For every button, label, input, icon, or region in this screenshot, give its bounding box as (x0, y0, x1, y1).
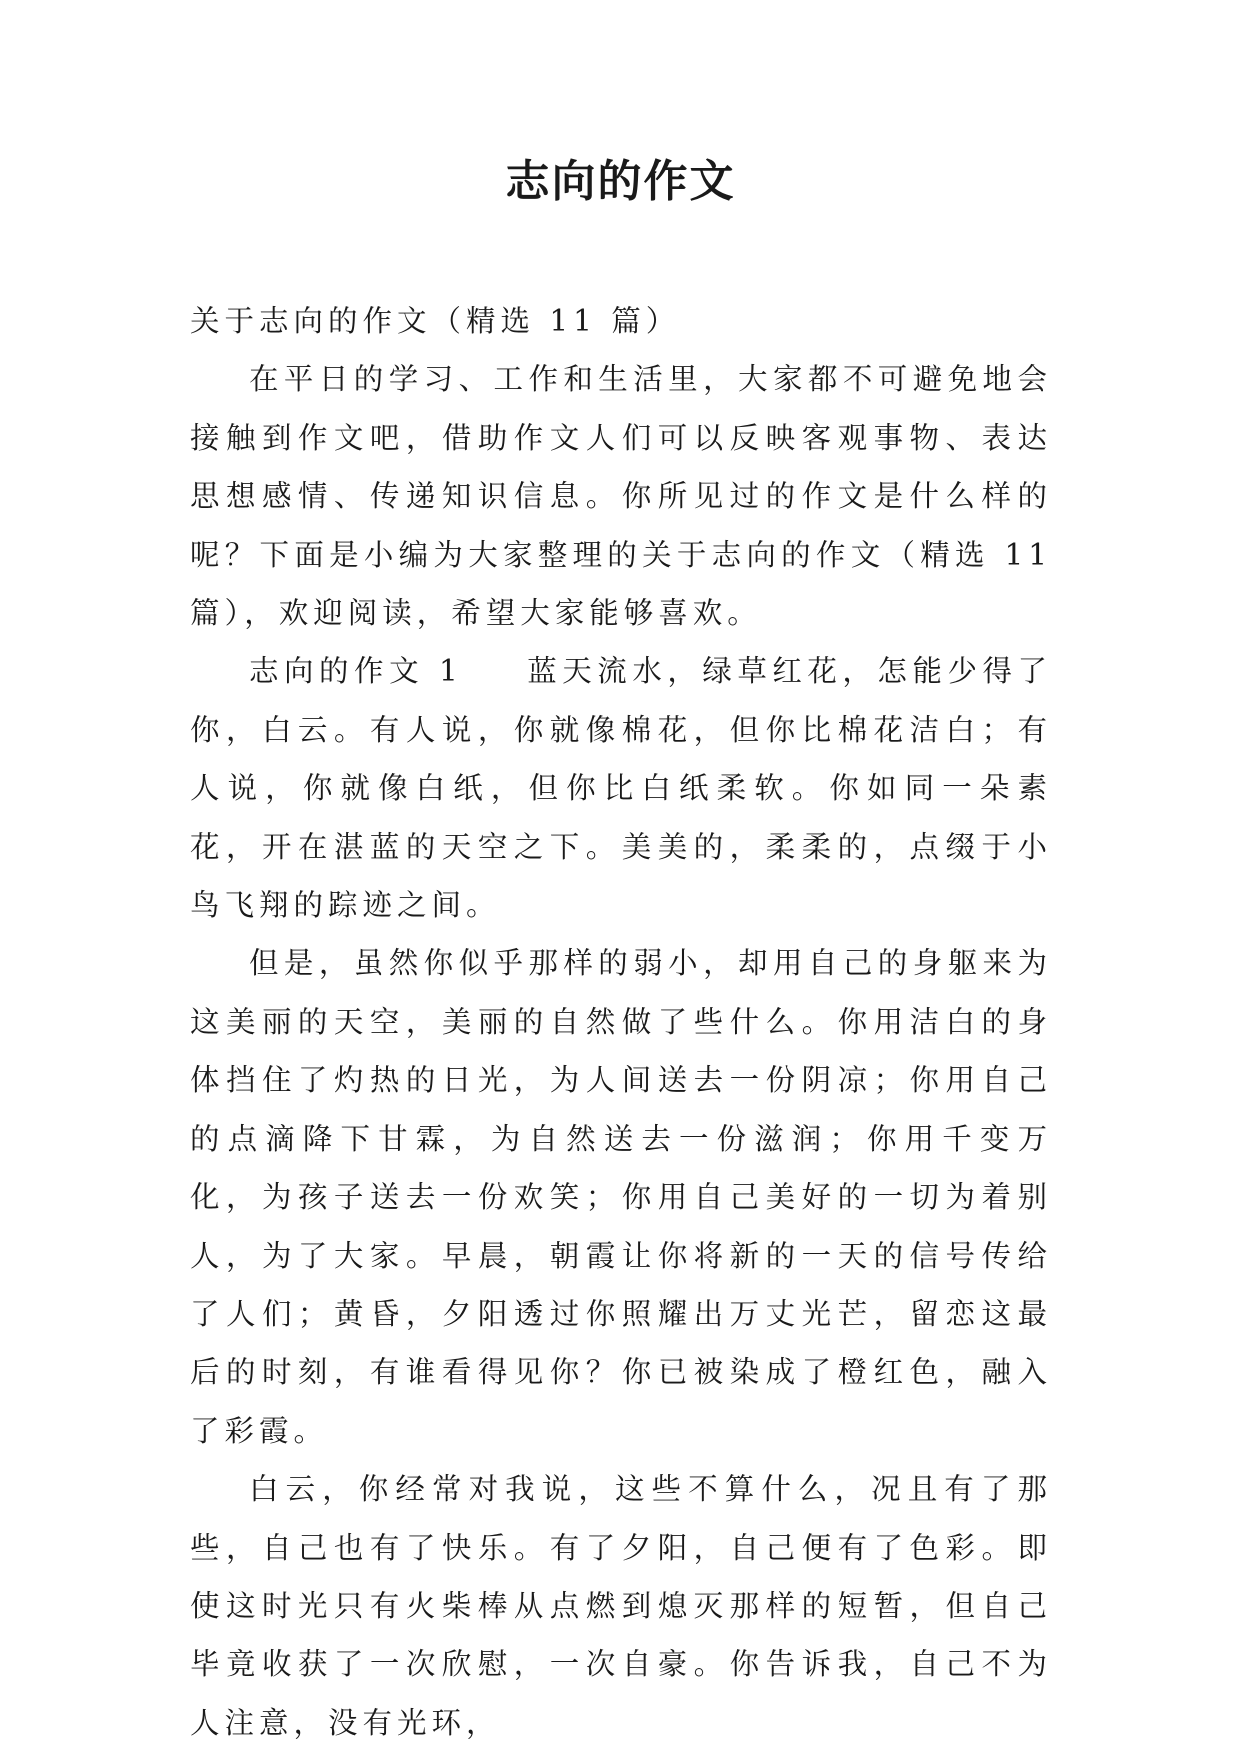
essay-1-paragraph-1-text: 蓝天流水，绿草红花，怎能少得了你，白云。有人说，你就像棉花，但你比棉花洁白；有人说，你就像白纸，但你比白纸柔软。你如同一朵素花，开在湛蓝的天空之下。美美的，柔柔的，点缀于小鸟飞翔的踪迹之间。 (190, 654, 1052, 923)
document-subtitle: 关于志向的作文（精选 11 篇） (190, 304, 681, 338)
essay-1-paragraph-1 (190, 642, 1052, 934)
document-body (190, 292, 1052, 1752)
essay-1-paragraph-2: 但是，虽然你似乎那样的弱小，却用自己的身躯来为这美丽的天空，美丽的自然做了些什么。你用洁白的身体挡住了灼热的日光，为人间送去一份阴凉；你用自己的点滴降下甘霖，为自然送去一份滋润；你用千变万化，为孩子送去一份欢笑；你用自己美好的一切为着别人，为了大家。早晨，朝霞让你将新的一天的信号传给了人们；黄昏，夕阳透过你照耀出万丈光芒，留恋这最后的时刻，有谁看得见你？你已被染成了橙红色，融入了彩霞。 (190, 946, 1052, 1448)
intro-paragraph: 在平日的学习、工作和生活里，大家都不可避免地会接触到作文吧，借助作文人们可以反映客观事物、表达思想感情、传递知识信息。你所见过的作文是什么样的呢？下面是小编为大家整理的关于志向的作文（精选 11 篇），欢迎阅读，希望大家能够喜欢。 (190, 362, 1052, 631)
essay-1-paragraph-3: 白云，你经常对我说，这些不算什么，况且有了那些，自己也有了快乐。有了夕阳，自己便有了色彩。即使这时光只有火柴棒从点燃到熄灭那样的短暂，但自己毕竟收获了一次欣慰，一次自豪。你告诉我，自己不为人注意，没有光环， (190, 1472, 1052, 1740)
essay-1-heading: 志向的作文 1 (249, 654, 463, 689)
document-title: 志向的作文 (505, 156, 736, 207)
